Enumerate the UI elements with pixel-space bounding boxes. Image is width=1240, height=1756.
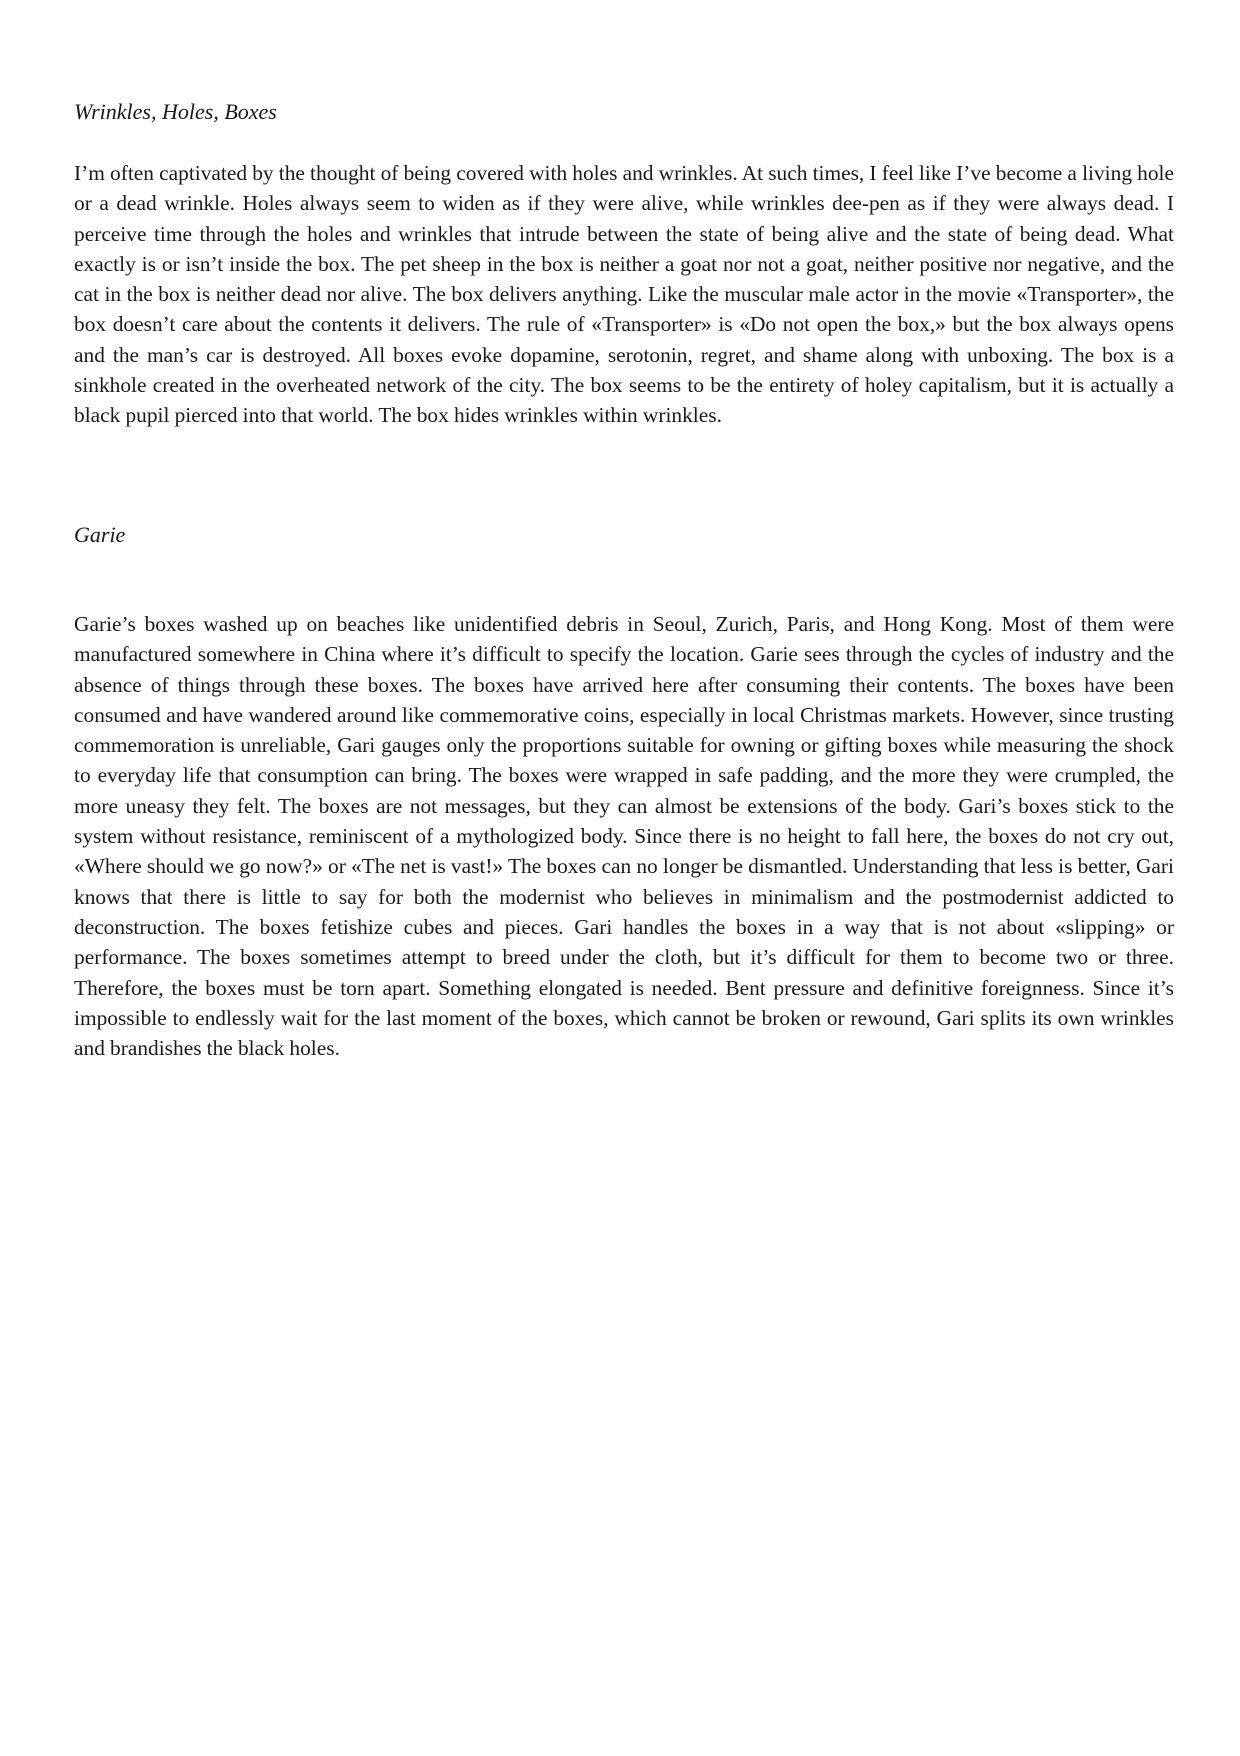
section-body: I’m often captivated by the thought of being covered with holes and wrinkles. At such times, I feel like I’ve become a living hole or a dead wrinkle. Holes always seem to widen as if they were alive, while wrinkles dee-pen as if they were always dead. I perceive time through the holes and wrinkles that intrude between the state of being alive and the state of being dead. What exactly is or isn’t inside the box. The pet sheep in the box is neither a goat nor not a goat, neither positive nor negative, and the cat in the box is neither dead nor alive. The box delivers anything. Like the muscular male actor in the movie «Transporter», the box doesn’t care about the contents it delivers. The rule of «Transporter» is «Do not open the box,» but the box always opens and the man’s car is destroyed. All boxes evoke dopamine, serotonin, regret, and shame along with unboxing. The box is a sinkhole created in the overheated network of the city. The box seems to be the entirety of holey capitalism, but it is actually a black pupil pierced into that world. The box hides wrinkles within wrinkles. (74, 161, 1174, 428)
section-title: Wrinkles, Holes, Boxes (74, 99, 277, 124)
section-body: Garie’s boxes washed up on beaches like unidentified debris in Seoul, Zurich, Paris, and Hong Kong. Most of them were manufactured somewhere in China where it’s difficult to specify the location. Garie sees through the cycles of industry and the absence of things through these boxes. The boxes have arrived here after consuming their contents. The boxes have been consumed and have wandered around like commemorative coins, especially in local Christmas markets. However, since trusting commemoration is unreliable, Gari gauges only the proportions suitable for owning or gifting boxes while measuring the shock to everyday life that consumption can bring. The boxes were wrapped in safe padding, and the more they were crumpled, the more uneasy they felt. The boxes are not messages, but they can almost be extensions of the body. Gari’s boxes stick to the system without resistance, reminiscent of a mythologized body. Since there is no height to fall here, the boxes do not cry out, «Where should we go now?» or «The net is vast!» The boxes can no longer be dismantled. Understanding that less is better, Gari knows that there is little to say for both the modernist who believes in minimalism and the postmodernist addicted to deconstruction. The boxes fetishize cubes and pieces. Gari handles the boxes in a way that is not about «slipping» or performance. The boxes sometimes attempt to breed under the cloth, but it’s difficult for them to become two or three. Therefore, the boxes must be torn apart. Something elongated is needed. Bent pressure and definitive foreignness. Since it’s impossible to endlessly wait for the last moment of the boxes, which cannot be broken or rewound, Gari splits its own wrinkles and brandishes the black holes. (74, 612, 1174, 1061)
section-title: Garie (74, 522, 126, 547)
